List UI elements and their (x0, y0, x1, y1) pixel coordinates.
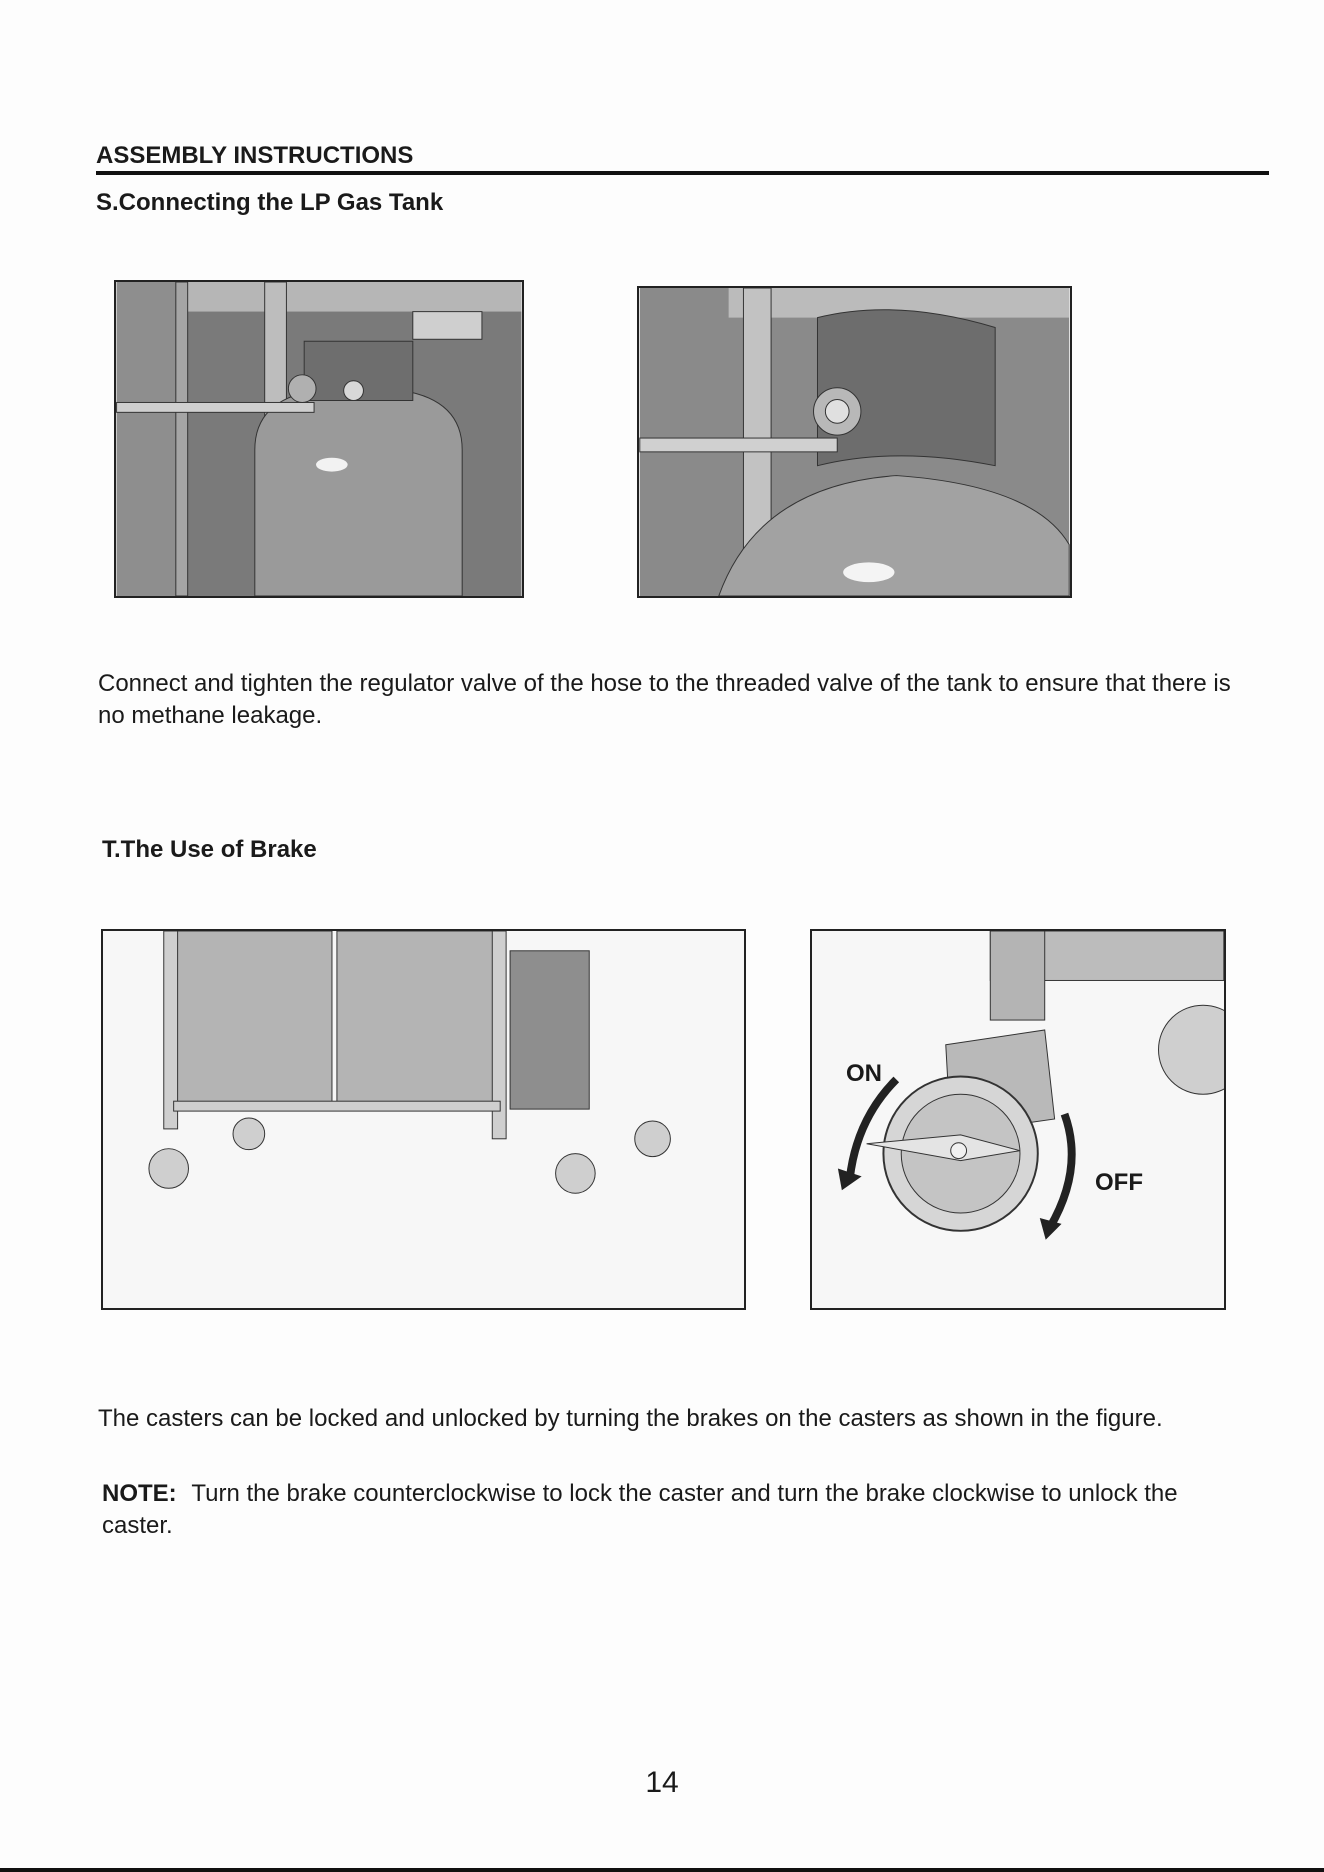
note-label: NOTE: (102, 1480, 177, 1507)
page-number: 14 (645, 1766, 679, 1799)
caster-brake-illustration (812, 931, 1224, 1308)
bottom-divider (0, 1868, 1324, 1872)
section-s-title: S.Connecting the LP Gas Tank (96, 189, 444, 216)
tank-regulator-figure-2 (637, 286, 1072, 598)
brake-on-label: ON (846, 1060, 882, 1087)
cart-casters-figure (101, 929, 746, 1310)
brake-off-label: OFF (1095, 1169, 1143, 1196)
tank-regulator-figure-1 (114, 280, 524, 598)
note-block (102, 1478, 1242, 1542)
section-s-paragraph: Connect and tighten the regulator valve of the hose to the threaded valve of the tank to ensure that there is no methane leakage. (98, 670, 1231, 729)
tank-regulator-illustration-2 (639, 288, 1070, 596)
section-t-paragraph: The casters can be locked and unlocked by turning the brakes on the casters as shown in the figure. (98, 1405, 1163, 1432)
header-divider (96, 171, 1269, 175)
header-title: ASSEMBLY INSTRUCTIONS (96, 142, 414, 169)
caster-brake-figure (810, 929, 1226, 1310)
note-text: Turn the brake counterclockwise to lock the caster and turn the brake clockwise to unlock the caster. (102, 1480, 1178, 1539)
tank-regulator-illustration-1 (116, 282, 522, 596)
section-t-title: T.The Use of Brake (102, 836, 317, 863)
cart-casters-illustration (103, 931, 744, 1308)
